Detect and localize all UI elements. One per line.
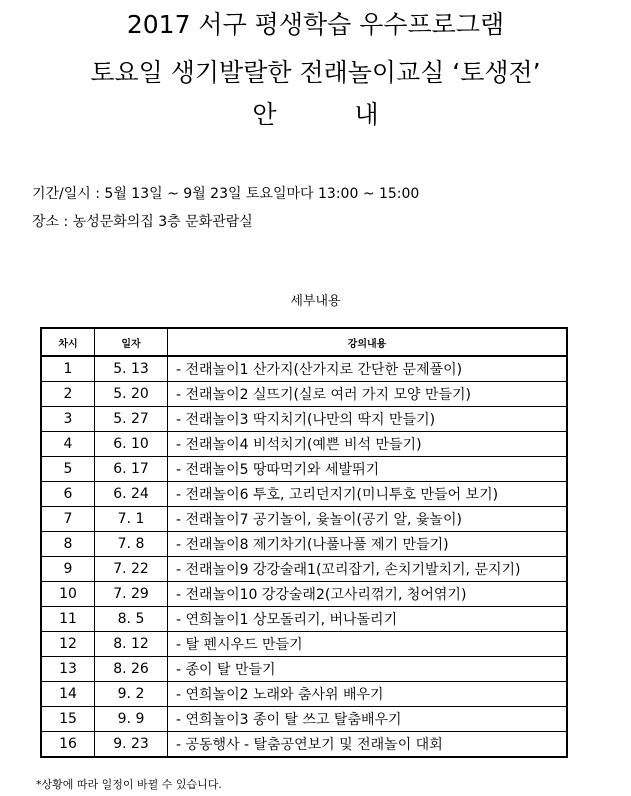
content-cell: - 전래놀이4 비석치기(예쁜 비석 만들기) [168,432,568,457]
document-title-line-3 [0,100,631,130]
table-row [41,657,567,682]
date-cell: 6. 10 [95,432,168,457]
date-cell: 9. 9 [95,707,168,732]
content-cell: - 전래놀이10 강강술래2(고사리꺾기, 청어엮기) [168,582,568,607]
session-number-cell: 2 [41,382,95,407]
date-cell: 5. 20 [95,382,168,407]
table-row [41,732,567,758]
document-title-line-1: 2017 서구 평생학습 우수프로그램 [126,10,505,39]
table-row [41,382,567,407]
session-number-cell: 4 [41,432,95,457]
date-cell: 8. 26 [95,657,168,682]
table-row [41,457,567,482]
session-number-cell: 9 [41,557,95,582]
session-number-cell: 5 [41,457,95,482]
date-cell: 6. 17 [95,457,168,482]
table-row [41,632,567,657]
date-cell: 7. 8 [95,532,168,557]
date-cell: 5. 27 [95,407,168,432]
date-cell: 9. 2 [95,682,168,707]
session-number-cell: 13 [41,657,95,682]
footnote: *상황에 따라 일정이 바뀔 수 있습니다. [36,778,222,791]
content-cell: - 전래놀이8 제기차기(나풀나풀 제기 만들기) [168,532,568,557]
date-cell: 6. 24 [95,482,168,507]
session-number-cell: 10 [41,582,95,607]
table-row [41,482,567,507]
title-word-an: 안 [252,100,277,129]
table-row [41,682,567,707]
session-number-cell: 15 [41,707,95,732]
content-cell: - 탈 펜시우드 만들기 [168,632,568,657]
date-cell: 8. 5 [95,607,168,632]
title-word-nae: 내 [354,100,379,129]
schedule-period: 기간/일시 : 5월 13일 ~ 9월 23일 토요일마다 13:00 ~ 15:00 [32,186,420,202]
session-number-cell: 7 [41,507,95,532]
content-cell: - 전래놀이1 산가지(산가지로 간단한 문제풀이) [168,356,568,382]
schedule-table [40,327,568,758]
date-cell: 7. 1 [95,507,168,532]
content-cell: - 전래놀이6 투호, 고리던지기(미니투호 만들어 보기) [168,482,568,507]
section-subheading: 세부내용 [290,294,341,309]
table-row [41,532,567,557]
date-cell: 7. 22 [95,557,168,582]
header-content: 강의내용 [168,328,568,356]
table-row [41,407,567,432]
header-session: 차시 [41,328,95,356]
content-cell: - 전래놀이2 실뜨기(실로 여러 가지 모양 만들기) [168,382,568,407]
content-cell: - 전래놀이9 강강술래1(꼬리잡기, 손치기발치기, 문지기) [168,557,568,582]
table-row [41,582,567,607]
content-cell: - 공동행사 - 탈춤공연보기 및 전래놀이 대회 [168,732,568,758]
date-cell: 7. 29 [95,582,168,607]
table-row [41,607,567,632]
table-row [41,707,567,732]
table-header-row [41,328,567,356]
content-cell: - 연희놀이1 상모돌리기, 버나돌리기 [168,607,568,632]
date-cell: 5. 13 [95,356,168,382]
session-number-cell: 11 [41,607,95,632]
header-date: 일자 [95,328,168,356]
content-cell: - 전래놀이5 땅따먹기와 세발뛰기 [168,457,568,482]
schedule-place: 장소 : 농성문화의집 3층 문화관람실 [32,214,253,230]
session-number-cell: 3 [41,407,95,432]
session-number-cell: 6 [41,482,95,507]
content-cell: - 종이 탈 만들기 [168,657,568,682]
session-number-cell: 8 [41,532,95,557]
content-cell: - 전래놀이3 딱지치기(나만의 딱지 만들기) [168,407,568,432]
content-cell: - 연희놀이2 노래와 춤사위 배우기 [168,682,568,707]
date-cell: 9. 23 [95,732,168,758]
content-cell: - 전래놀이7 공기놀이, 윷놀이(공기 알, 윷놀이) [168,507,568,532]
date-cell: 8. 12 [95,632,168,657]
session-number-cell: 1 [41,356,95,382]
session-number-cell: 12 [41,632,95,657]
table-row [41,356,567,382]
document-title-line-2: 토요일 생기발랄한 전래놀이교실 ‘토생전’ [90,58,541,87]
session-number-cell: 16 [41,732,95,758]
table-row [41,507,567,532]
session-number-cell: 14 [41,682,95,707]
content-cell: - 연희놀이3 종이 탈 쓰고 탈춤배우기 [168,707,568,732]
table-row [41,432,567,457]
table-row [41,557,567,582]
